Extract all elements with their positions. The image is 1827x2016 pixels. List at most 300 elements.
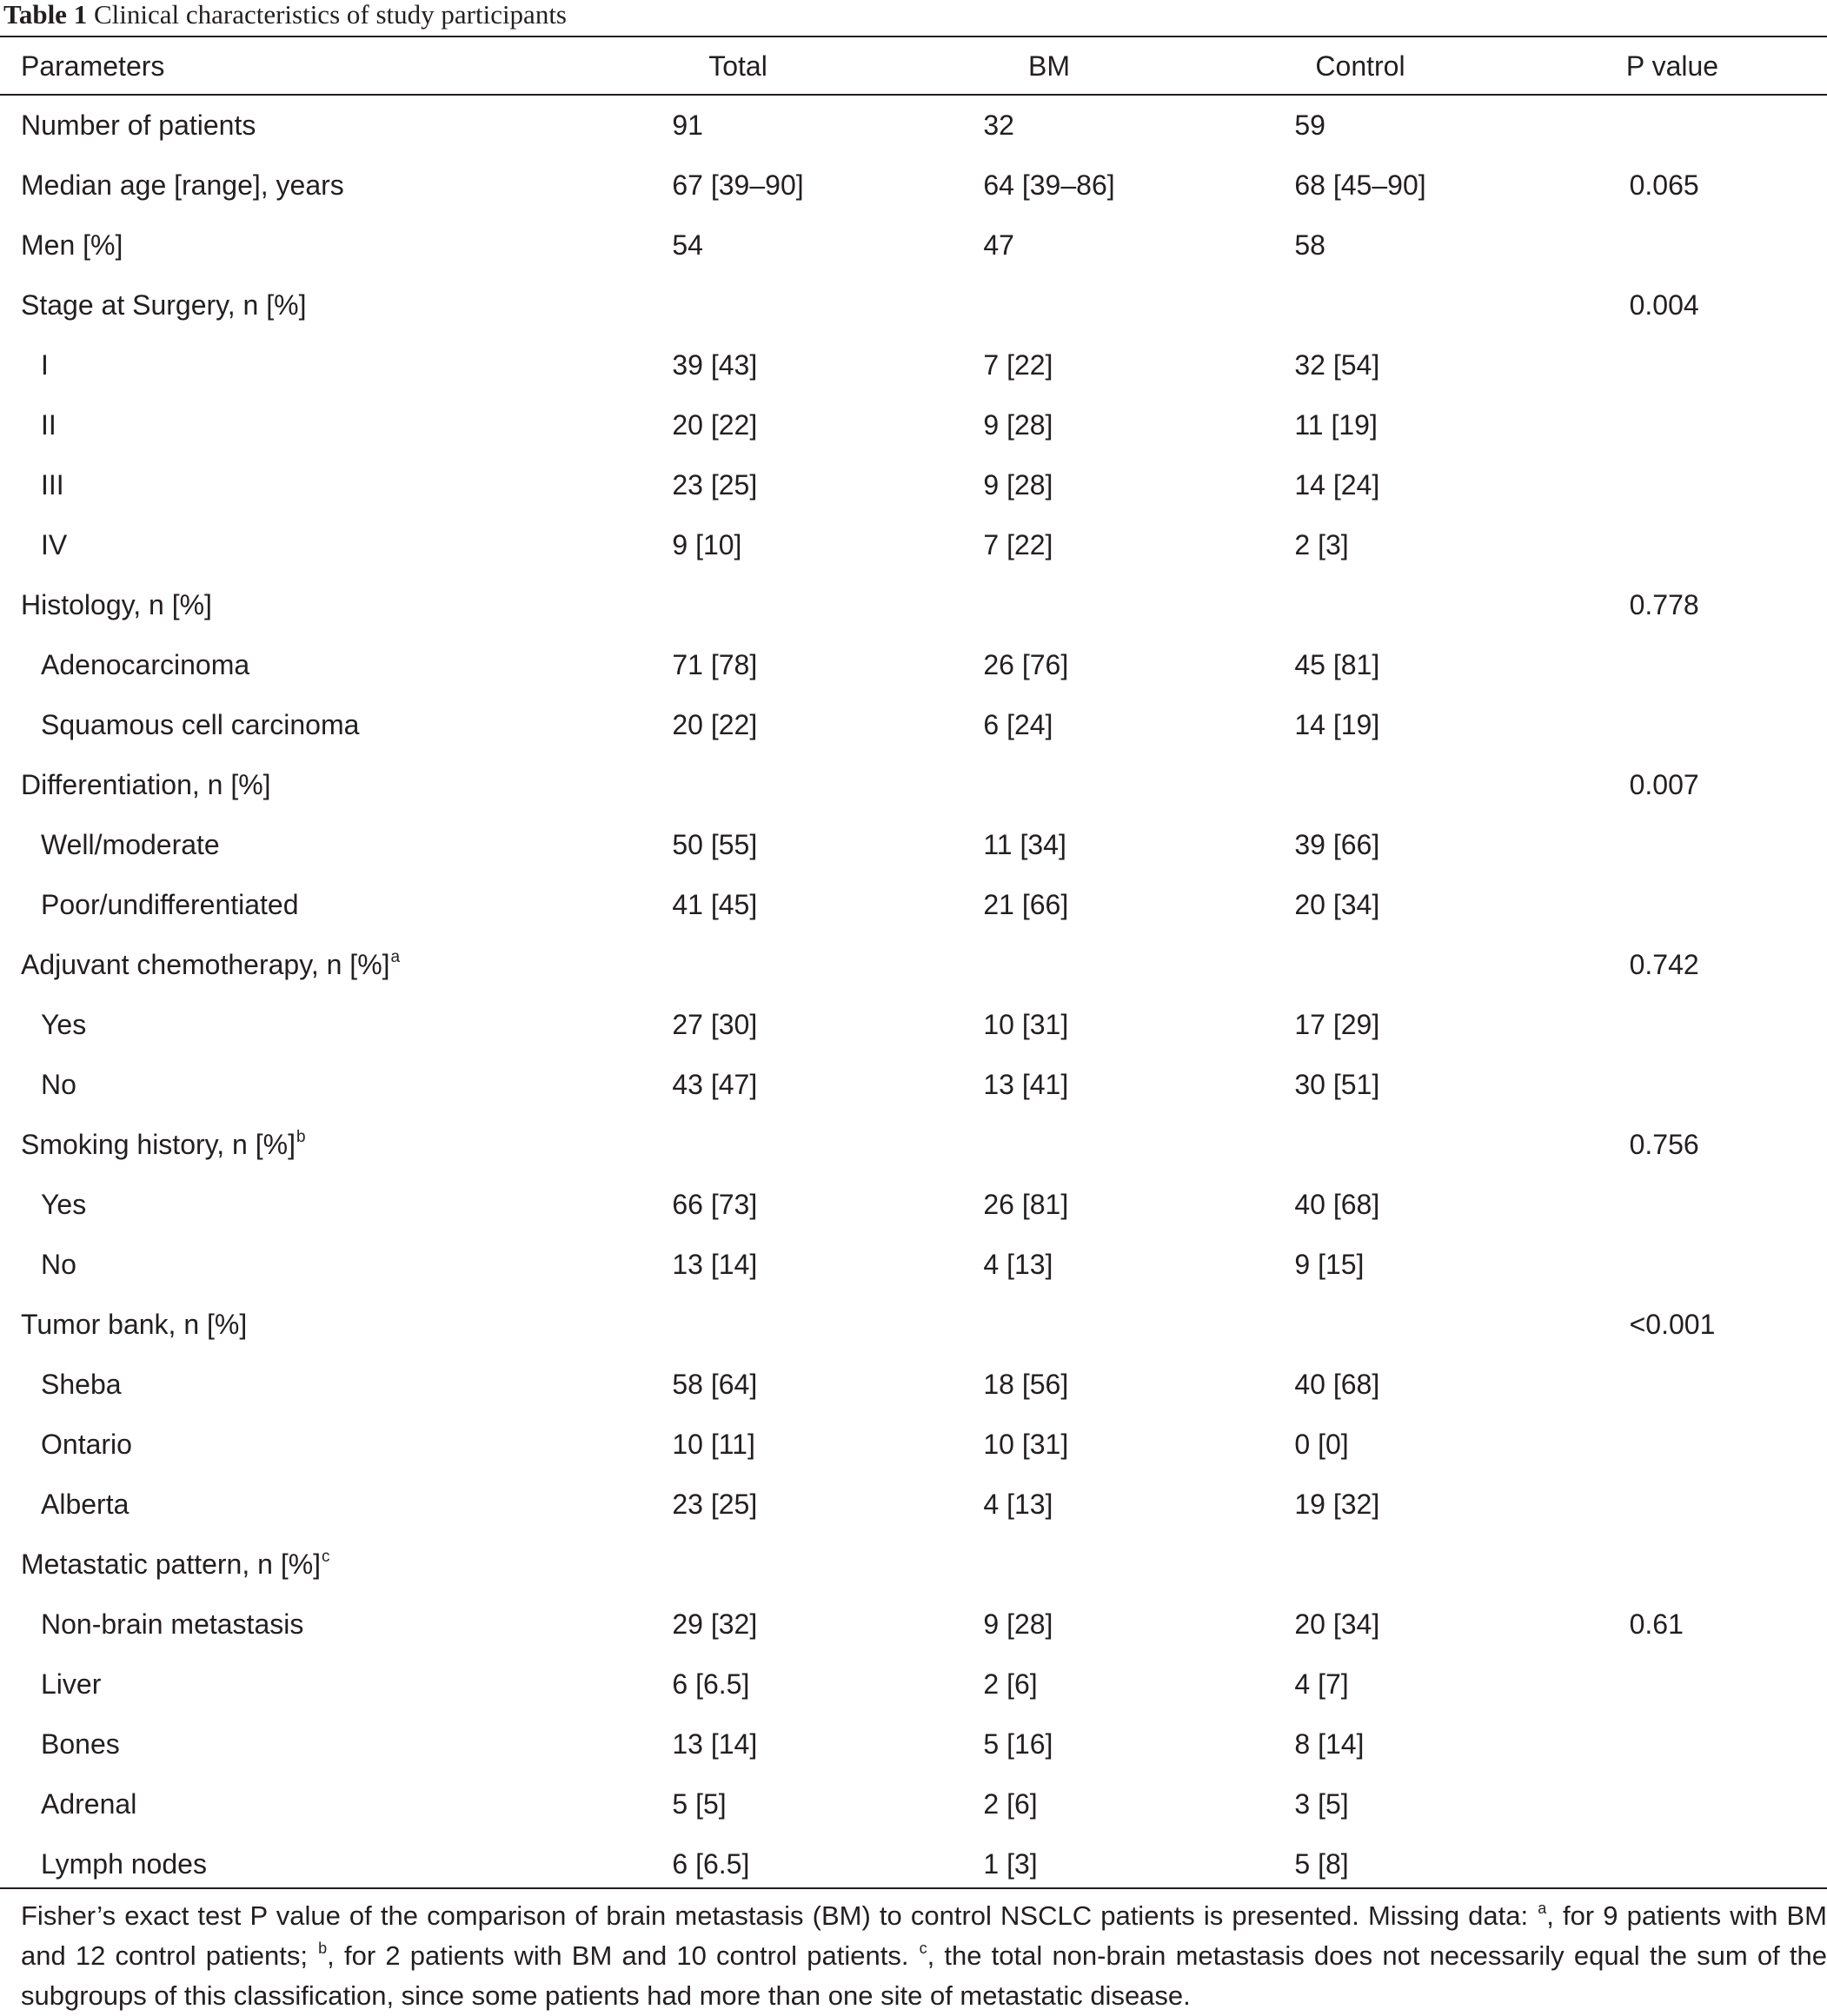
cell-bm-value: 7 [22] [983, 529, 1053, 560]
table-row [0, 275, 1827, 335]
cell-total [651, 695, 825, 755]
cell-parameter [21, 1115, 306, 1175]
cell-p-value [1585, 1235, 1759, 1295]
cell-total [651, 395, 825, 455]
cell-p-value-value: 0.065 [1629, 169, 1699, 201]
cell-total-value: 20 [22] [672, 409, 758, 441]
cell-bm-value: 5 [16] [983, 1728, 1053, 1760]
cell-total [651, 1415, 825, 1475]
parameter-label: Men [%] [21, 229, 123, 261]
header-bm: BM [1028, 50, 1070, 82]
parameter-label: Ontario [41, 1429, 132, 1460]
cell-bm [962, 1355, 1136, 1415]
cell-parameter [41, 695, 359, 755]
cell-bm [962, 695, 1136, 755]
parameter-label: Yes [41, 1009, 87, 1040]
cell-bm [962, 455, 1136, 515]
cell-p-value [1585, 395, 1759, 455]
cell-control [1273, 575, 1447, 635]
cell-total [651, 575, 825, 635]
cell-p-value-value: 0.004 [1629, 289, 1699, 321]
cell-p-value [1585, 1655, 1759, 1714]
footnote-marker: a [390, 948, 401, 966]
cell-bm [962, 96, 1136, 156]
cell-parameter [41, 1235, 76, 1295]
parameter-label: II [41, 409, 56, 441]
cell-bm [962, 1175, 1136, 1235]
cell-p-value [1585, 575, 1759, 635]
cell-control [1273, 1415, 1447, 1475]
cell-control [1273, 995, 1447, 1055]
table-row [0, 335, 1827, 395]
table-row [0, 1355, 1827, 1415]
cell-p-value [1585, 1535, 1759, 1595]
cell-control-value: 17 [29] [1294, 1009, 1380, 1040]
cell-total-value: 41 [45] [672, 889, 758, 920]
cell-bm-value: 32 [983, 109, 1014, 141]
cell-total-value: 9 [10] [672, 529, 742, 560]
cell-total-value: 13 [14] [672, 1249, 758, 1280]
cell-total-value: 43 [47] [672, 1069, 758, 1100]
table-footnote [21, 1896, 1827, 2016]
cell-control [1273, 96, 1447, 156]
cell-control [1273, 515, 1447, 575]
cell-bm-value: 47 [983, 229, 1014, 261]
cell-control [1273, 1355, 1447, 1415]
cell-total-value: 54 [672, 229, 703, 261]
cell-control [1273, 875, 1447, 935]
cell-control [1273, 1655, 1447, 1714]
cell-total-value: 39 [43] [672, 349, 758, 381]
table-row [0, 935, 1827, 995]
cell-parameter [21, 96, 256, 156]
cell-p-value [1585, 1355, 1759, 1415]
cell-bm-value: 9 [28] [983, 1608, 1053, 1640]
footnote-sup-c: c [919, 1940, 927, 1957]
cell-p-value [1585, 995, 1759, 1055]
cell-bm-value: 18 [56] [983, 1369, 1069, 1400]
cell-p-value [1585, 875, 1759, 935]
cell-control [1273, 1834, 1447, 1894]
cell-bm [962, 755, 1136, 815]
table-row [0, 96, 1827, 156]
footnote-marker: c [322, 1548, 330, 1566]
cell-parameter [41, 995, 86, 1055]
cell-total [651, 1595, 825, 1655]
cell-parameter [41, 1655, 101, 1714]
parameter-label: Adrenal [41, 1788, 137, 1820]
parameter-label: Non-brain metastasis [41, 1608, 304, 1640]
cell-control-value: 3 [5] [1294, 1788, 1349, 1820]
cell-bm [962, 1295, 1136, 1355]
header-total: Total [708, 50, 767, 82]
cell-parameter [41, 1714, 120, 1774]
cell-p-value [1585, 1774, 1759, 1834]
parameter-label: No [41, 1249, 76, 1280]
footnote-text-4: , the total non-brain metastasis does not necessarily equal the sum of the subgroups of this classification, since some patients had more than one site of metastatic disease. [21, 1940, 1827, 2011]
cell-parameter [41, 875, 299, 935]
cell-total-value: 66 [73] [672, 1189, 758, 1220]
table-row [0, 575, 1827, 635]
cell-p-value [1585, 815, 1759, 875]
cell-control-value: 40 [68] [1294, 1369, 1380, 1400]
cell-bm-value: 2 [6] [983, 1668, 1038, 1700]
table-row [0, 156, 1827, 216]
cell-control [1273, 395, 1447, 455]
cell-total [651, 515, 825, 575]
cell-bm [962, 216, 1136, 275]
parameter-label: No [41, 1069, 76, 1100]
cell-control [1273, 695, 1447, 755]
cell-control [1273, 275, 1447, 335]
cell-parameter [21, 935, 400, 995]
cell-control [1273, 1475, 1447, 1535]
cell-parameter [21, 575, 212, 635]
cell-parameter [41, 815, 220, 875]
cell-total-value: 6 [6.5] [672, 1848, 750, 1880]
cell-total [651, 156, 825, 216]
table-row [0, 875, 1827, 935]
cell-total-value: 23 [25] [672, 469, 758, 501]
cell-total-value: 50 [55] [672, 829, 758, 860]
cell-bm-value: 1 [3] [983, 1848, 1038, 1880]
cell-total [651, 1655, 825, 1714]
table-row [0, 695, 1827, 755]
cell-parameter [41, 1175, 86, 1235]
cell-total-value: 29 [32] [672, 1608, 758, 1640]
cell-p-value [1585, 755, 1759, 815]
cell-control [1273, 1235, 1447, 1295]
cell-total [651, 1115, 825, 1175]
table-bottom-rule [0, 1887, 1827, 1889]
parameter-label: Differentiation, n [%] [21, 769, 271, 800]
cell-control [1273, 1774, 1447, 1834]
cell-p-value-value: 0.61 [1629, 1608, 1684, 1640]
cell-p-value [1585, 96, 1759, 156]
cell-total [651, 755, 825, 815]
table-row [0, 515, 1827, 575]
cell-total-value: 5 [5] [672, 1788, 727, 1820]
cell-p-value [1585, 935, 1759, 995]
cell-total [651, 1535, 825, 1595]
parameter-label: Smoking history, n [%] [21, 1129, 296, 1160]
cell-bm [962, 635, 1136, 695]
cell-total [651, 635, 825, 695]
cell-total-value: 13 [14] [672, 1728, 758, 1760]
cell-p-value [1585, 1834, 1759, 1894]
parameter-label: IV [41, 529, 68, 560]
table-row [0, 216, 1827, 275]
table-row [0, 1595, 1827, 1655]
parameter-label: Metastatic pattern, n [%] [21, 1548, 322, 1580]
cell-control-value: 58 [1294, 229, 1325, 261]
cell-p-value [1585, 635, 1759, 695]
parameter-label: Adenocarcinoma [41, 649, 250, 680]
table-row [0, 1295, 1827, 1355]
cell-control-value: 14 [24] [1294, 469, 1380, 501]
cell-bm-value: 9 [28] [983, 409, 1053, 441]
cell-parameter [21, 1295, 247, 1355]
cell-control-value: 39 [66] [1294, 829, 1380, 860]
table-body [0, 96, 1827, 1894]
cell-control [1273, 1115, 1447, 1175]
cell-parameter [41, 1595, 303, 1655]
cell-bm [962, 1595, 1136, 1655]
cell-parameter [41, 515, 67, 575]
cell-p-value-value: <0.001 [1629, 1309, 1716, 1340]
parameter-label: Yes [41, 1189, 87, 1220]
parameter-label: Well/moderate [41, 829, 220, 860]
cell-control [1273, 156, 1447, 216]
cell-control-value: 20 [34] [1294, 1608, 1380, 1640]
cell-p-value [1585, 455, 1759, 515]
cell-p-value-value: 0.007 [1629, 769, 1699, 800]
table-row [0, 1235, 1827, 1295]
cell-bm-value: 2 [6] [983, 1788, 1038, 1820]
cell-control [1273, 335, 1447, 395]
cell-control-value: 11 [19] [1294, 409, 1378, 441]
cell-p-value [1585, 216, 1759, 275]
cell-total-value: 23 [25] [672, 1489, 758, 1520]
cell-p-value [1585, 515, 1759, 575]
header-parameters: Parameters [21, 50, 165, 82]
cell-parameter [41, 1834, 207, 1894]
footnote-sup-a: a [1538, 1900, 1547, 1917]
cell-p-value [1585, 1595, 1759, 1655]
cell-parameter [41, 1355, 122, 1415]
table-caption-label: Table 1 [3, 0, 88, 30]
cell-total [651, 1774, 825, 1834]
cell-parameter [21, 216, 123, 275]
cell-p-value-value: 0.756 [1629, 1129, 1699, 1160]
table-row [0, 635, 1827, 695]
cell-control [1273, 935, 1447, 995]
cell-control-value: 14 [19] [1294, 709, 1380, 740]
parameter-label: Median age [range], years [21, 169, 344, 201]
cell-parameter [21, 755, 271, 815]
cell-p-value [1585, 1415, 1759, 1475]
cell-bm [962, 515, 1136, 575]
cell-control-value: 4 [7] [1294, 1668, 1349, 1700]
cell-control [1273, 455, 1447, 515]
table-top-rule [0, 36, 1827, 37]
cell-bm [962, 1475, 1136, 1535]
table-row [0, 1714, 1827, 1774]
footnote-marker: b [296, 1128, 306, 1146]
cell-p-value [1585, 1475, 1759, 1535]
cell-total [651, 875, 825, 935]
table-row [0, 455, 1827, 515]
cell-bm [962, 1774, 1136, 1834]
cell-control-value: 9 [15] [1294, 1249, 1365, 1280]
table-row [0, 755, 1827, 815]
cell-bm-value: 21 [66] [983, 889, 1069, 920]
cell-total [651, 1295, 825, 1355]
table-row [0, 1415, 1827, 1475]
table-row [0, 815, 1827, 875]
cell-bm-value: 26 [76] [983, 649, 1069, 680]
parameter-label: Sheba [41, 1369, 122, 1400]
cell-bm [962, 335, 1136, 395]
cell-bm-value: 11 [34] [983, 829, 1066, 860]
table-row [0, 1175, 1827, 1235]
cell-control [1273, 216, 1447, 275]
cell-total-value: 58 [64] [672, 1369, 758, 1400]
parameter-label: Lymph nodes [41, 1848, 207, 1880]
cell-control [1273, 635, 1447, 695]
cell-bm [962, 1834, 1136, 1894]
cell-bm [962, 815, 1136, 875]
cell-p-value [1585, 1714, 1759, 1774]
cell-control-value: 45 [81] [1294, 649, 1380, 680]
cell-total [651, 1175, 825, 1235]
parameter-label: Tumor bank, n [%] [21, 1309, 248, 1340]
cell-control-value: 32 [54] [1294, 349, 1380, 381]
cell-p-value-value: 0.778 [1629, 589, 1699, 620]
cell-bm-value: 10 [31] [983, 1009, 1069, 1040]
cell-control [1273, 1175, 1447, 1235]
cell-control [1273, 1535, 1447, 1595]
parameter-label: I [41, 349, 49, 381]
cell-parameter [21, 1535, 330, 1595]
table-row [0, 395, 1827, 455]
cell-bm-value: 26 [81] [983, 1189, 1069, 1220]
cell-bm-value: 13 [41] [983, 1069, 1069, 1100]
cell-parameter [21, 275, 306, 335]
parameter-label: III [41, 469, 64, 501]
cell-total-value: 67 [39–90] [672, 169, 804, 201]
cell-bm-value: 64 [39–86] [983, 169, 1115, 201]
cell-total-value: 10 [11] [672, 1429, 755, 1460]
cell-bm [962, 875, 1136, 935]
cell-control-value: 68 [45–90] [1294, 169, 1426, 201]
footnote-text-1: Fisher’s exact test P value of the comparison of brain metastasis (BM) to control NSCLC patients is presented. Missing data: [21, 1900, 1538, 1931]
cell-parameter [41, 635, 249, 695]
table-row [0, 1475, 1827, 1535]
parameter-label: Squamous cell carcinoma [41, 709, 360, 740]
table-caption-text: Clinical characteristics of study participants [93, 0, 567, 30]
cell-parameter [41, 1774, 136, 1834]
cell-parameter [21, 156, 344, 216]
cell-total-value: 27 [30] [672, 1009, 758, 1040]
cell-total [651, 275, 825, 335]
cell-bm [962, 1535, 1136, 1595]
cell-control-value: 59 [1294, 109, 1325, 141]
parameter-label: Adjuvant chemotherapy, n [%] [21, 949, 390, 980]
cell-bm-value: 7 [22] [983, 349, 1053, 381]
cell-bm [962, 575, 1136, 635]
cell-bm-value: 4 [13] [983, 1249, 1053, 1280]
cell-bm-value: 9 [28] [983, 469, 1053, 501]
cell-bm [962, 1115, 1136, 1175]
cell-p-value [1585, 1115, 1759, 1175]
cell-control [1273, 1055, 1447, 1115]
cell-p-value [1585, 335, 1759, 395]
parameter-label: Stage at Surgery, n [%] [21, 289, 307, 321]
cell-control-value: 30 [51] [1294, 1069, 1380, 1100]
parameter-label: Poor/undifferentiated [41, 889, 299, 920]
parameter-label: Alberta [41, 1489, 130, 1520]
table-row [0, 1055, 1827, 1115]
cell-control-value: 0 [0] [1294, 1429, 1349, 1460]
footnote-sup-b: b [318, 1940, 328, 1957]
cell-total [651, 216, 825, 275]
cell-bm [962, 1655, 1136, 1714]
cell-bm [962, 1235, 1136, 1295]
cell-control [1273, 755, 1447, 815]
cell-bm [962, 935, 1136, 995]
parameter-label: Histology, n [%] [21, 589, 212, 620]
cell-control [1273, 1295, 1447, 1355]
header-p-value: P value [1625, 50, 1719, 82]
cell-p-value [1585, 1295, 1759, 1355]
cell-total [651, 1475, 825, 1535]
cell-parameter [41, 1415, 132, 1475]
footnote-text-3: , for 2 patients with BM and 10 control patients. [327, 1940, 919, 1971]
table-header-row [0, 38, 1827, 94]
cell-bm-value: 4 [13] [983, 1489, 1053, 1520]
parameter-label: Number of patients [21, 109, 256, 141]
cell-bm-value: 6 [24] [983, 709, 1053, 740]
cell-p-value-value: 0.742 [1629, 949, 1699, 980]
cell-total [651, 1355, 825, 1415]
parameter-label: Liver [41, 1668, 102, 1700]
table-row [0, 1834, 1827, 1894]
cell-control-value: 19 [32] [1294, 1489, 1380, 1520]
cell-control-value: 20 [34] [1294, 889, 1380, 920]
cell-bm [962, 275, 1136, 335]
cell-control-value: 5 [8] [1294, 1848, 1349, 1880]
cell-total-value: 71 [78] [672, 649, 758, 680]
footnote-text-2: , for 9 patients with BM and 12 control patients; [21, 1900, 1827, 1971]
cell-bm [962, 1714, 1136, 1774]
cell-total [651, 335, 825, 395]
cell-bm-value: 10 [31] [983, 1429, 1069, 1460]
cell-total [651, 1055, 825, 1115]
cell-bm [962, 995, 1136, 1055]
cell-p-value [1585, 695, 1759, 755]
cell-bm [962, 1055, 1136, 1115]
table-row [0, 1535, 1827, 1595]
cell-parameter [41, 455, 64, 515]
cell-control [1273, 1595, 1447, 1655]
cell-p-value [1585, 275, 1759, 335]
table-row [0, 995, 1827, 1055]
cell-total-value: 91 [672, 109, 703, 141]
cell-control-value: 2 [3] [1294, 529, 1349, 560]
cell-total-value: 6 [6.5] [672, 1668, 750, 1700]
cell-total [651, 96, 825, 156]
cell-parameter [41, 1475, 129, 1535]
table-row [0, 1774, 1827, 1834]
cell-p-value [1585, 156, 1759, 216]
parameter-label: Bones [41, 1728, 120, 1760]
cell-total [651, 1235, 825, 1295]
cell-parameter [41, 335, 49, 395]
cell-parameter [41, 1055, 76, 1115]
cell-bm [962, 395, 1136, 455]
cell-control-value: 40 [68] [1294, 1189, 1380, 1220]
table-caption [3, 0, 567, 30]
cell-total [651, 455, 825, 515]
table-row [0, 1115, 1827, 1175]
cell-total [651, 815, 825, 875]
cell-total-value: 20 [22] [672, 709, 758, 740]
cell-parameter [41, 395, 56, 455]
cell-total [651, 1834, 825, 1894]
table-row [0, 1655, 1827, 1714]
cell-total [651, 1714, 825, 1774]
